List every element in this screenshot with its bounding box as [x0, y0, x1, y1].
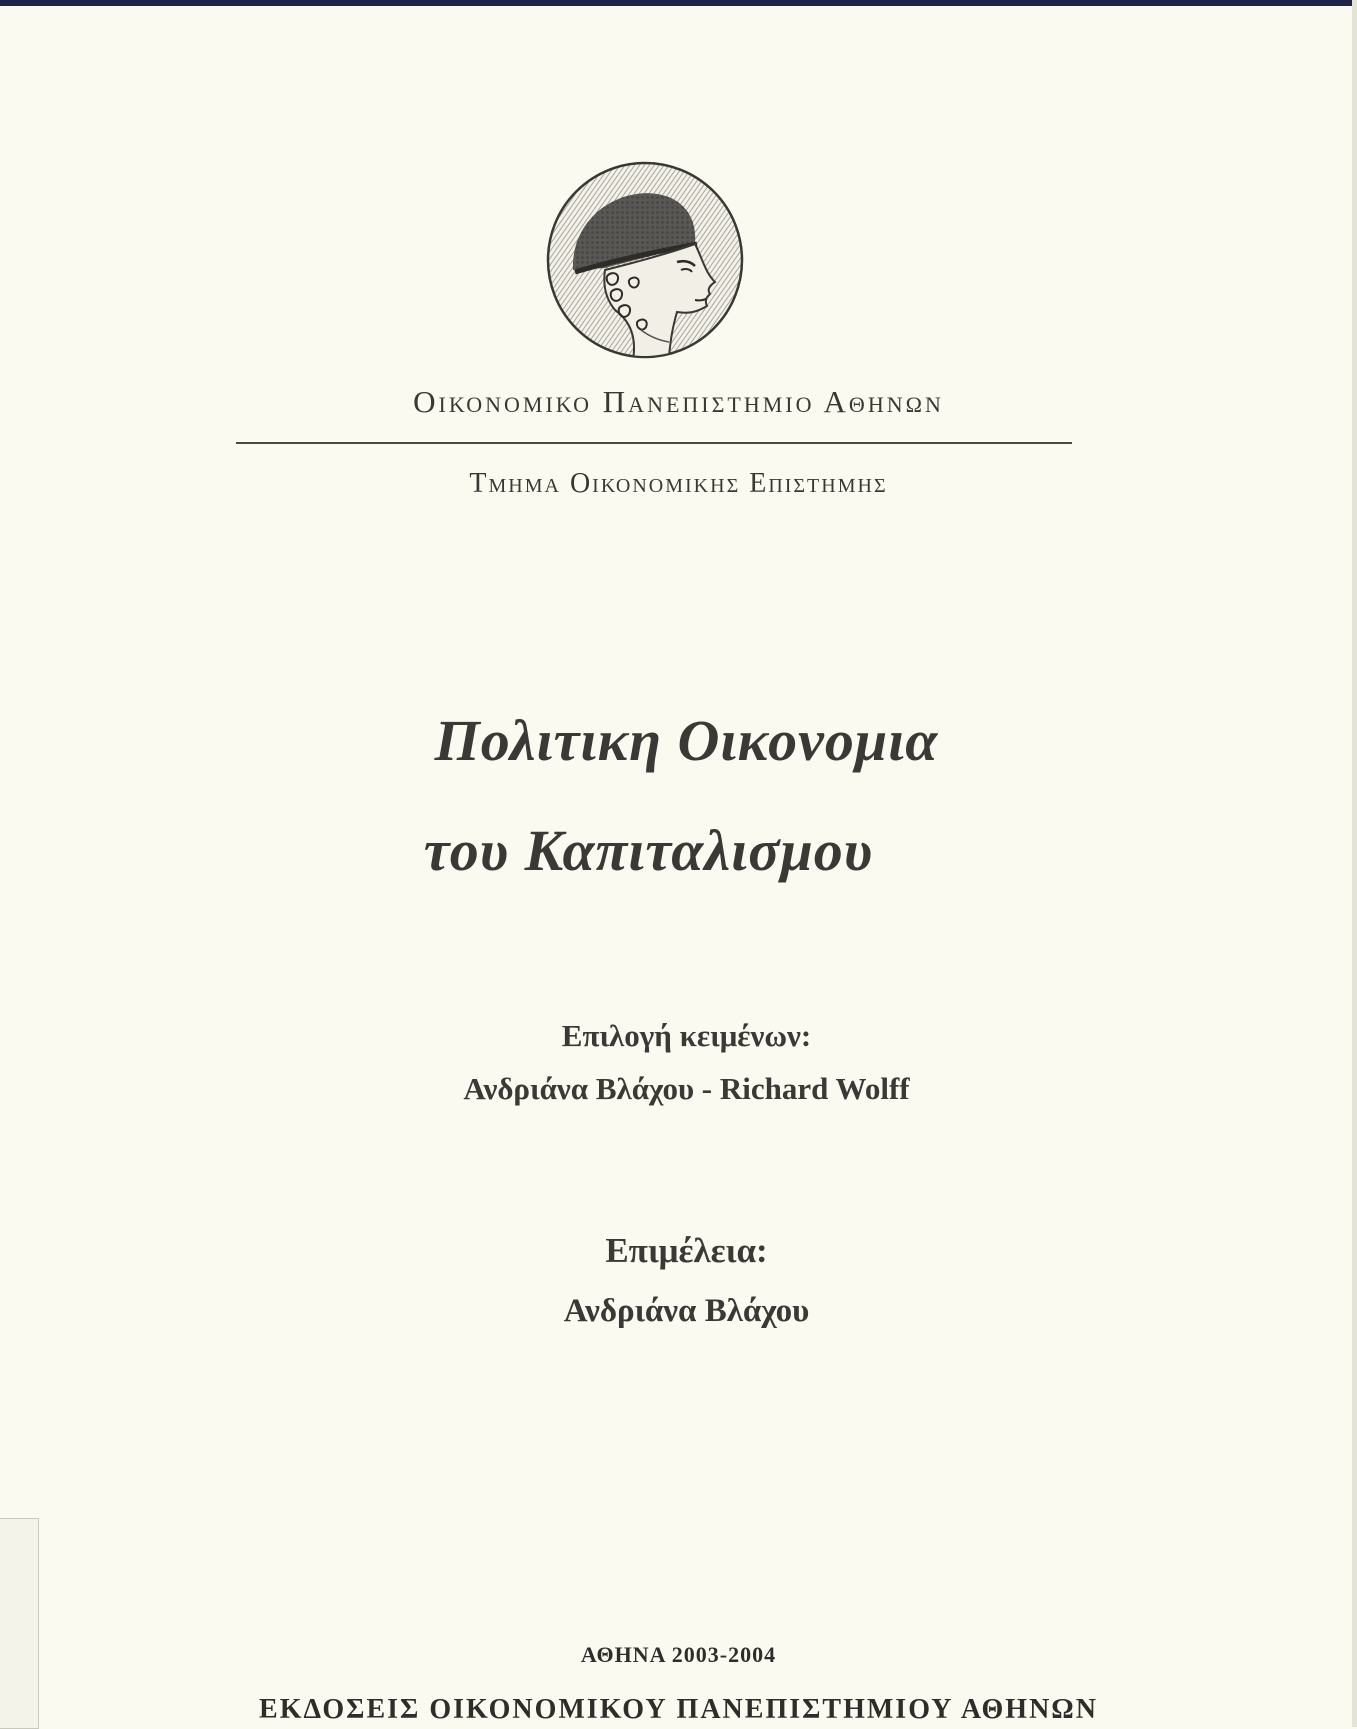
city-and-years: ΑΘΗΝΑ 2003-2004: [580, 1642, 777, 1667]
editing-name: Ανδριάνα Βλάχου: [563, 1293, 810, 1329]
publisher-name: ΕΚΔΟΣΕΙΣ ΟΙΚΟΝΟΜΙΚΟΥ ΠΑΝΕΠΙΣΤΗΜΙΟΥ ΑΘΗΝΩΝ: [259, 1694, 1098, 1725]
cover-right-edge: [1352, 0, 1357, 1727]
editing-label: Επιμέλεια:: [605, 1231, 768, 1270]
book-title-line-1: Πολιτικη Οικονομια: [434, 708, 939, 773]
cover-top-edge: [0, 0, 1357, 6]
department-name: Τμημα Οικονομικης Επιστημης: [469, 468, 888, 499]
university-name: Οικονομικο Πανεπιστημιο Αθηνων: [413, 384, 944, 419]
selection-names: Ανδριάνα Βλάχου - Richard Wolff: [463, 1071, 910, 1106]
divider-rule: [236, 442, 1072, 444]
selection-label: Επιλογή κειμένων:: [561, 1018, 812, 1053]
hermes-head-coin-icon: [545, 160, 745, 360]
book-title-line-2: του Καπιταλισμου: [423, 818, 874, 883]
